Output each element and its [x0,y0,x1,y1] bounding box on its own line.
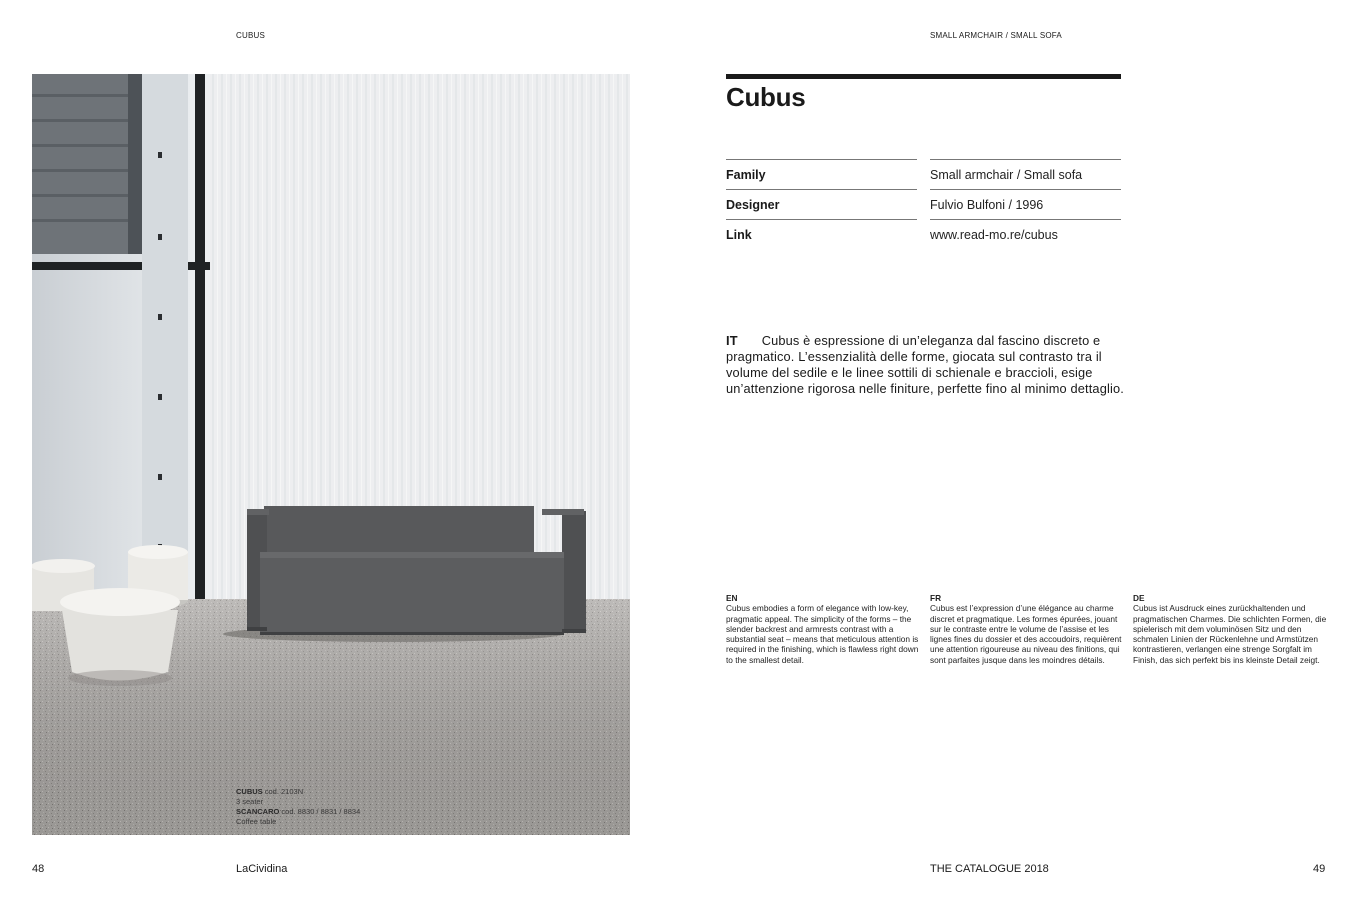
language-code-it: IT [726,333,738,348]
description-fr [930,593,1126,665]
spec-label-link: Link [726,228,752,242]
spec-divider [726,189,917,190]
description-de [1133,593,1329,665]
spec-label-designer: Designer [726,198,780,212]
spec-value-designer: Fulvio Bulfoni / 1996 [930,198,1044,212]
spec-divider [930,219,1121,220]
description-en [726,593,922,665]
spec-value-family: Small armchair / Small sofa [930,168,1083,182]
caption-table-type: Coffee table [236,817,277,826]
page-title: Cubus [726,82,806,112]
language-code-de: DE [1133,593,1145,603]
photo-caption [236,787,360,827]
spec-divider [726,159,917,160]
caption-product-name: CUBUS [236,787,263,796]
description-fr-text: Cubus est l’expression d’une élégance au charme discret et pragmatique. Les formes épurées, jouant sur le contraste entre le volume de l’assise et les lignes fines du dossier et des accoudoirs, requièrent une attention rigoureuse au niveau des finitions, qui sont parfaites jusque dans les moindres détails. [930,603,1122,665]
caption-product-code: cod. 2103N [262,787,304,796]
page-number-left: 48 [32,863,45,875]
language-code-en: EN [726,593,738,603]
description-de-text: Cubus ist Ausdruck eines zurückhaltenden und pragmatischen Charmes. Die schlichten Formen, die spielerisch mit dem voluminösen Sitz und den schmalen Linien der Rückenlehne und Armstützen kontrastieren, verlangen eine strenge Sorgfalt im Finish, das sich perfekt bis ins kleinste Detail zeigt. [1133,603,1327,665]
language-code-fr: FR [930,593,942,603]
caption-table-name: SCANCARO [236,807,280,816]
header-category-label: SMALL ARMCHAIR / SMALL SOFA [930,31,1062,40]
title-rule [726,74,1121,79]
spec-divider [930,159,1121,160]
description-it [726,333,1126,397]
footer-catalogue: THE CATALOGUE 2018 [930,863,1049,875]
caption-table-code: cod. 8830 / 8831 / 8834 [279,807,361,816]
footer-brand: LaCividina [236,863,288,875]
page-number-right: 49 [1313,863,1326,875]
description-it-text: Cubus è espressione di un’eleganza dal fascino discreto e pragmatico. L’essenzialità delle forme, giocata sul contrasto tra il volume del sedile e le linee sottili di schienale e braccioli, esige un’attenzione rigorosa nelle finiture, perfette fino al minimo dettaglio. [726,333,1124,396]
spec-divider [930,189,1121,190]
sofa-illustration [223,506,586,642]
header-section-label: CUBUS [236,31,266,40]
spec-divider [726,219,917,220]
spec-value-link[interactable]: www.read-mo.re/cubus [930,228,1058,242]
caption-product-variant: 3 seater [236,797,264,806]
description-en-text: Cubus embodies a form of elegance with low-key, pragmatic appeal. The simplicity of the forms – the slender backrest and armrests contrast with a substantial seat – means that meticulous attention is required in the finishing, which is flawless right down to the smallest detail. [726,603,919,665]
product-photo [32,74,630,835]
spec-label-family: Family [726,168,766,182]
